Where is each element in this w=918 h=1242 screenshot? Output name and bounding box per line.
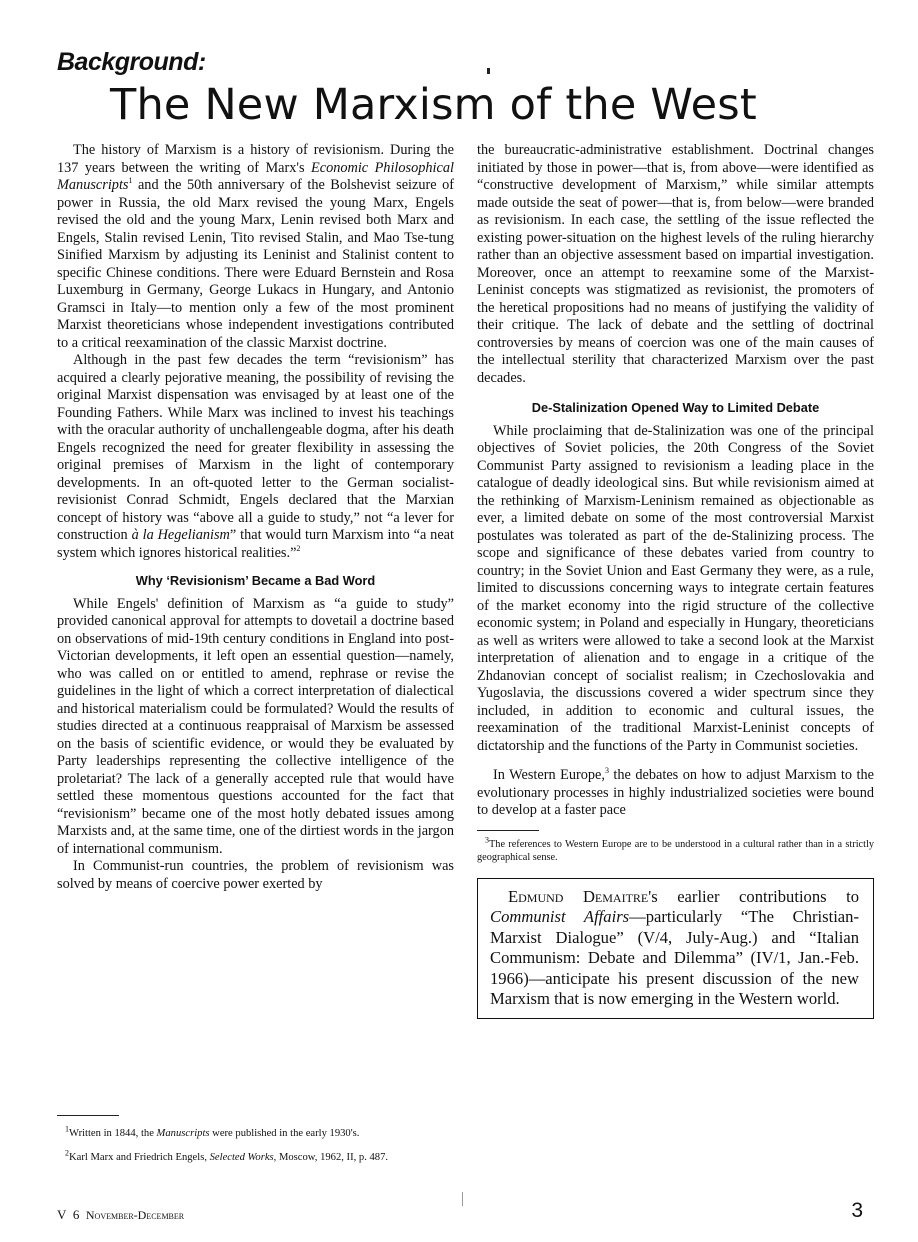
footnote [57,1124,454,1141]
print-mark [462,1192,463,1206]
footnote-text: Written in 1844, the [69,1127,157,1139]
journal-name: Communist Affairs [490,907,630,927]
section-kicker: Background: [57,48,206,76]
paragraph-text: Although in the past few decades the term “revisionism” has acquired a clearly pejorative meaning, the possibility of revising the original Marxist dispensation was envisaged by at least one of the Founding Fathers. While Marx was inclined to invest his teachings with the oracular authority of unchallengeable dogma, after his death Engels recognized the need for greater flexibility in assessing the original premises of Marxism in the light of contemporary developments. In an oft-quoted letter to the German socialist-revisionist Conrad Schmidt, Engels declared that the Marxian concept of history was “above all a guide to study,” not “a lever for construction [57,352,454,543]
footnote [477,835,874,865]
footnote-ref: 3 [604,766,609,776]
author-note-text: —particularly “The Christian-Marxist Dialogue” (V/4, July-Aug.) and “Italian Communism: Debate and Dilemma” (IV/1, Jan.-Feb. 1966)—anticipate his present discussion of the new Marxism that is now emerging in the Western world. [490,907,859,1009]
author-note-box [477,878,874,1020]
paragraph-text: ” that would turn Marxism into “a neat system which ignores historical realities.” [57,527,454,561]
footnote-marker: 1 [65,1124,69,1134]
section-heading: Why ‘Revisionism’ Became a Bad Word [135,573,376,588]
paragraph-text: In Western Europe, [493,767,605,783]
issue-line [57,1207,184,1223]
page-number: 3 [851,1199,863,1222]
paragraph [57,142,454,352]
footnotes-right [477,830,874,865]
italic-title: Manuscripts [156,1127,210,1139]
footnotes-left [57,1105,454,1176]
italic-title: Selected Works [209,1152,274,1164]
footnote-text: The references to Western Europe are to be understood in a cultural rather than in a strictly geographical sense. [477,838,874,863]
print-speck [487,68,490,74]
paragraph-text: The history of Marxism is a history of revisionism. During the 137 years between the writing of Marx's [57,142,454,176]
paragraph [57,352,454,562]
paragraph: While proclaiming that de-Stalinization was one of the principal objectives of Soviet policies, the 20th Congress of the Soviet Communist Party assigned to revisionism a leading place in the catalogue of deadly ideological sins. But while revisionism aimed at the rethinking of Marxism-Leninism remained as objectionable as ever, a limited debate on some of the most controversial Marxist postulates was tolerated as part of the de-Stalinizing process. The scope and significance of these debates varied from country to country; in the Soviet Union and East Germany they were, as a rule, limited to discussions concerning ways to integrate certain features of the market economy into the rigid structure of the collective economic system; in Poland and especially in Hungary, theoreticians as well as writers were allowed to take a second look at the Marxist interpretation of alienation and to engage in a critique of the Zhdanovian concept of socialist realism; in Czechoslovakia and Yugoslavia, the discussions covered a wider spectrum since they included, in addition to economic and cultural issues, the reexamination of the traditional Marxist-Leninist concepts of dictatorship and the functions of the Party in Communist societies. [477,422,874,754]
footnote-rule [57,1115,119,1116]
paragraph-text: the debates on how to adjust Marxism to the evolutionary processes in highly industrialized societies were bound to develop at a faster pace [477,767,874,818]
issue-months: November-December [85,1208,185,1222]
left-column [57,142,454,893]
paragraph: While Engels' definition of Marxism as “a guide to study” provided canonical approval for attempts to dovetail a doctrine based on observations of mid-19th century conditions in England into post-Victorian developments, it left open an essential question—namely, who was called on or entitled to amend, rephrase or revise the guidelines in the light of which a correct interpretation of dialectical and historical materialism could be formulated? Would the results of studies directed at a continuous reappraisal of Marxism be assessed on the basis of scientific evidence, or would they be evaluated by Party leaderships representing the collective intelligence of the proletariat? The lack of a generally accepted rule that would have settled these momentous questions accounted for the fact that “revisionism” became one of the most hotly debated issues among Marxists and, at the same time, one of the dirtiest words in the jargon of international communism. [57,595,454,857]
issue-number: 6 [72,1207,80,1222]
footnote-ref: 2 [296,543,301,553]
paragraph [477,767,874,820]
author-note-text: 's earlier contributions to [648,886,859,906]
paragraph: In Communist-run countries, the problem of revisionism was solved by means of coercive power exerted by [57,858,454,892]
author-note [490,887,859,1011]
right-column [477,142,874,1019]
author-name: Edmund Demaitre [508,886,649,906]
footnote-text: Karl Marx and Friedrich Engels, [69,1152,210,1164]
footnote-marker: 3 [485,835,489,845]
paragraph-text: and the 50th anniversary of the Bolshevist seizure of power in Russia, the old Marx revised the young Marx, Engels revised the old and the young Marx, Lenin revised both Marx and Engels, Stalin revised Lenin, Tito revised Stalin, and Mao Tse-tung Sinified Marxism by adjusting its Leninist and Stalinist content to specific Chinese conditions. There were Eduard Bernstein and Rosa Luxemburg in Germany, George Lukacs in Hungary, and Antonio Gramsci in Italy—to mention only a few of the most prominent Marxist theoreticians whose independent investigations contributed to a critical reexamination of the classic Marxist doctrine. [57,177,454,351]
footnote-marker: 2 [65,1148,69,1158]
italic-phrase: à la Hegelianism [131,527,230,543]
paragraph: the bureaucratic-administrative establishment. Doctrinal changes initiated by those in power—that is, from above—were identified as “constructive development of Marxism,” while similar attempts made outside the seat of power—that is, from below—were branded as revisionism. In each case, the settling of the issue reflected the existing power-situation on the highest levels of the ruling hierarchy rather than an objective assessment based on impartial investigation. Moreover, once an attempt to reexamine some of the Marxist-Leninist concepts was stigmatized as revisionist, the promoters of the heretical propositions had no means of justifying the validity of their critique. The lack of debate and the settling of doctrinal controversies by means of coercion was one of the main causes of the intellectual sterility that characterized Marxism over the past decades. [477,142,874,386]
footnote [57,1148,454,1165]
article-title: The New Marxism of the West [110,80,757,130]
volume: V [57,1207,67,1222]
italic-title: Economic Philosophical Manuscripts [57,159,454,193]
footnote-rule [477,830,539,831]
footnote-text: , Moscow, 1962, II, p. 487. [273,1152,389,1164]
footnote-ref: 1 [128,176,133,186]
section-heading: De-Stalinization Opened Way to Limited Debate [531,400,820,415]
footnote-text: were published in the early 1930's. [209,1127,360,1139]
